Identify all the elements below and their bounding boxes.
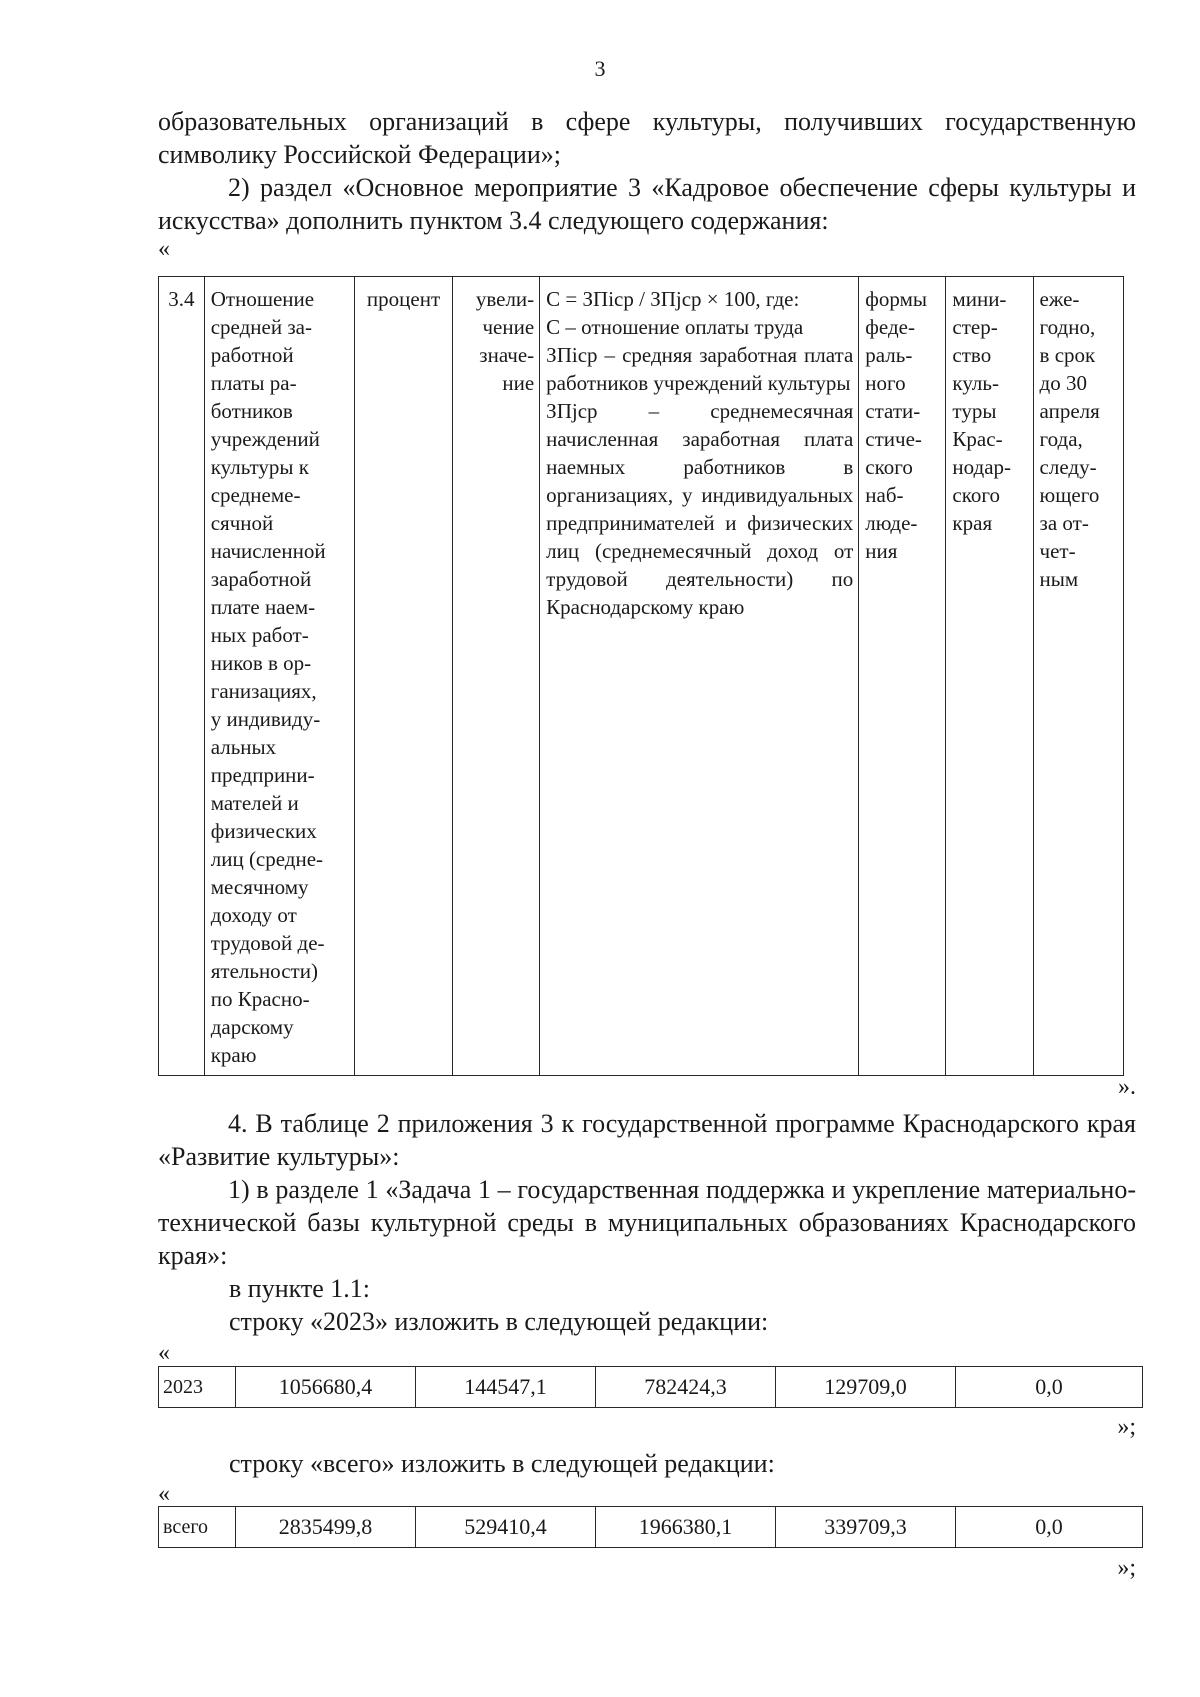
section-4-paragraph-4: строку «2023» изложить в следующей редакции: (229, 1307, 769, 1336)
trend-direction: увели- чение значе- ние (453, 277, 540, 1076)
calculation-formula (540, 277, 859, 1076)
section-4-paragraph-5: строку «всего» изложить в следующей редакции: (229, 1449, 775, 1478)
table-cell: 144547,1 (416, 1367, 596, 1408)
program-table (158, 276, 1124, 1076)
unit-of-measure: процент (355, 277, 453, 1076)
table-row (159, 277, 1124, 1076)
close-quote-1: ». (1118, 1074, 1136, 1100)
intro-text (158, 105, 1136, 237)
section-4-paragraph-3: в пункте 1.1: (229, 1274, 371, 1303)
finance-table-2023 (158, 1366, 1143, 1408)
table-cell: 129709,0 (776, 1367, 956, 1408)
formula-definition-zpj: ЗПјср – среднемесячная начисленная заработная плата наемных работников в организациях, у индивидуальных предпринимателей и физических лиц (среднемесячный доход от трудовой деятельности) по Краснодарскому краю (546, 399, 854, 619)
item-number: 3.4 (159, 277, 205, 1076)
indicator-name: Отношение средней за- работной платы ра- ботников учреждений культуры к среднеме- сячной начисленной заработной плате наем- ных работ- ников в ор- ганизациях, у индивиду- альных предприни- мателей и физических лиц (средне- месячному доходу от трудовой де- ятельности) по Красно- дарскому краю (204, 277, 354, 1076)
formula-definition-c: С – отношение оплаты труда (546, 315, 804, 339)
table-cell: 2023 (159, 1367, 236, 1408)
finance-table-total (158, 1506, 1143, 1548)
table-cell: 0,0 (956, 1507, 1143, 1548)
page-number: 3 (594, 56, 606, 81)
table-cell: всего (159, 1507, 236, 1548)
intro-paragraph-1: образовательных организаций в сфере культуры, получивших государственную символику Российской Федерации»; (158, 107, 1136, 169)
table-row (159, 1507, 1143, 1548)
close-quote-2: »; (1117, 1414, 1136, 1440)
section-4-paragraph-2: 1) в разделе 1 «Задача 1 – государственная поддержка и укрепление материально-технической базы культурной среды в муниципальных образованиях Краснодарского края»: (158, 1175, 1136, 1270)
table-cell: 782424,3 (596, 1367, 776, 1408)
table-cell: 1056680,4 (236, 1367, 416, 1408)
table-cell: 0,0 (956, 1367, 1143, 1408)
section-4-paragraph-1: 4. В таблице 2 приложения 3 к государственной программе Краснодарского края «Развитие культуры»: (158, 1109, 1136, 1171)
open-quote: « (158, 1481, 170, 1507)
table-row (159, 1367, 1143, 1408)
formula-line: С = ЗПіср / ЗПјср × 100, где: (546, 287, 800, 311)
reporting-deadline: еже- годно, в срок до 30 апреля года, следу- ющего за от- чет- ным (1033, 277, 1123, 1076)
table-cell: 529410,4 (416, 1507, 596, 1548)
section-4-text (158, 1107, 1136, 1272)
formula-definition-zpi: ЗПіср – средняя заработная плата работников учреждений культуры (546, 343, 854, 395)
open-quote: « (158, 1340, 170, 1366)
close-quote-3: »; (1117, 1555, 1136, 1581)
table-cell: 2835499,8 (236, 1507, 416, 1548)
data-source: формы феде- раль- ного стати- стиче- ского наб- люде- ния (859, 277, 946, 1076)
table-cell: 339709,3 (776, 1507, 956, 1548)
table-cell: 1966380,1 (596, 1507, 776, 1548)
open-quote: « (158, 236, 170, 262)
responsible-body: мини- стер- ство куль- туры Крас- нодар- ского края (946, 277, 1033, 1076)
intro-paragraph-2: 2) раздел «Основное мероприятие 3 «Кадровое обеспечение сферы культуры и искусства» дополнить пунктом 3.4 следующего содержания: (158, 173, 1136, 235)
